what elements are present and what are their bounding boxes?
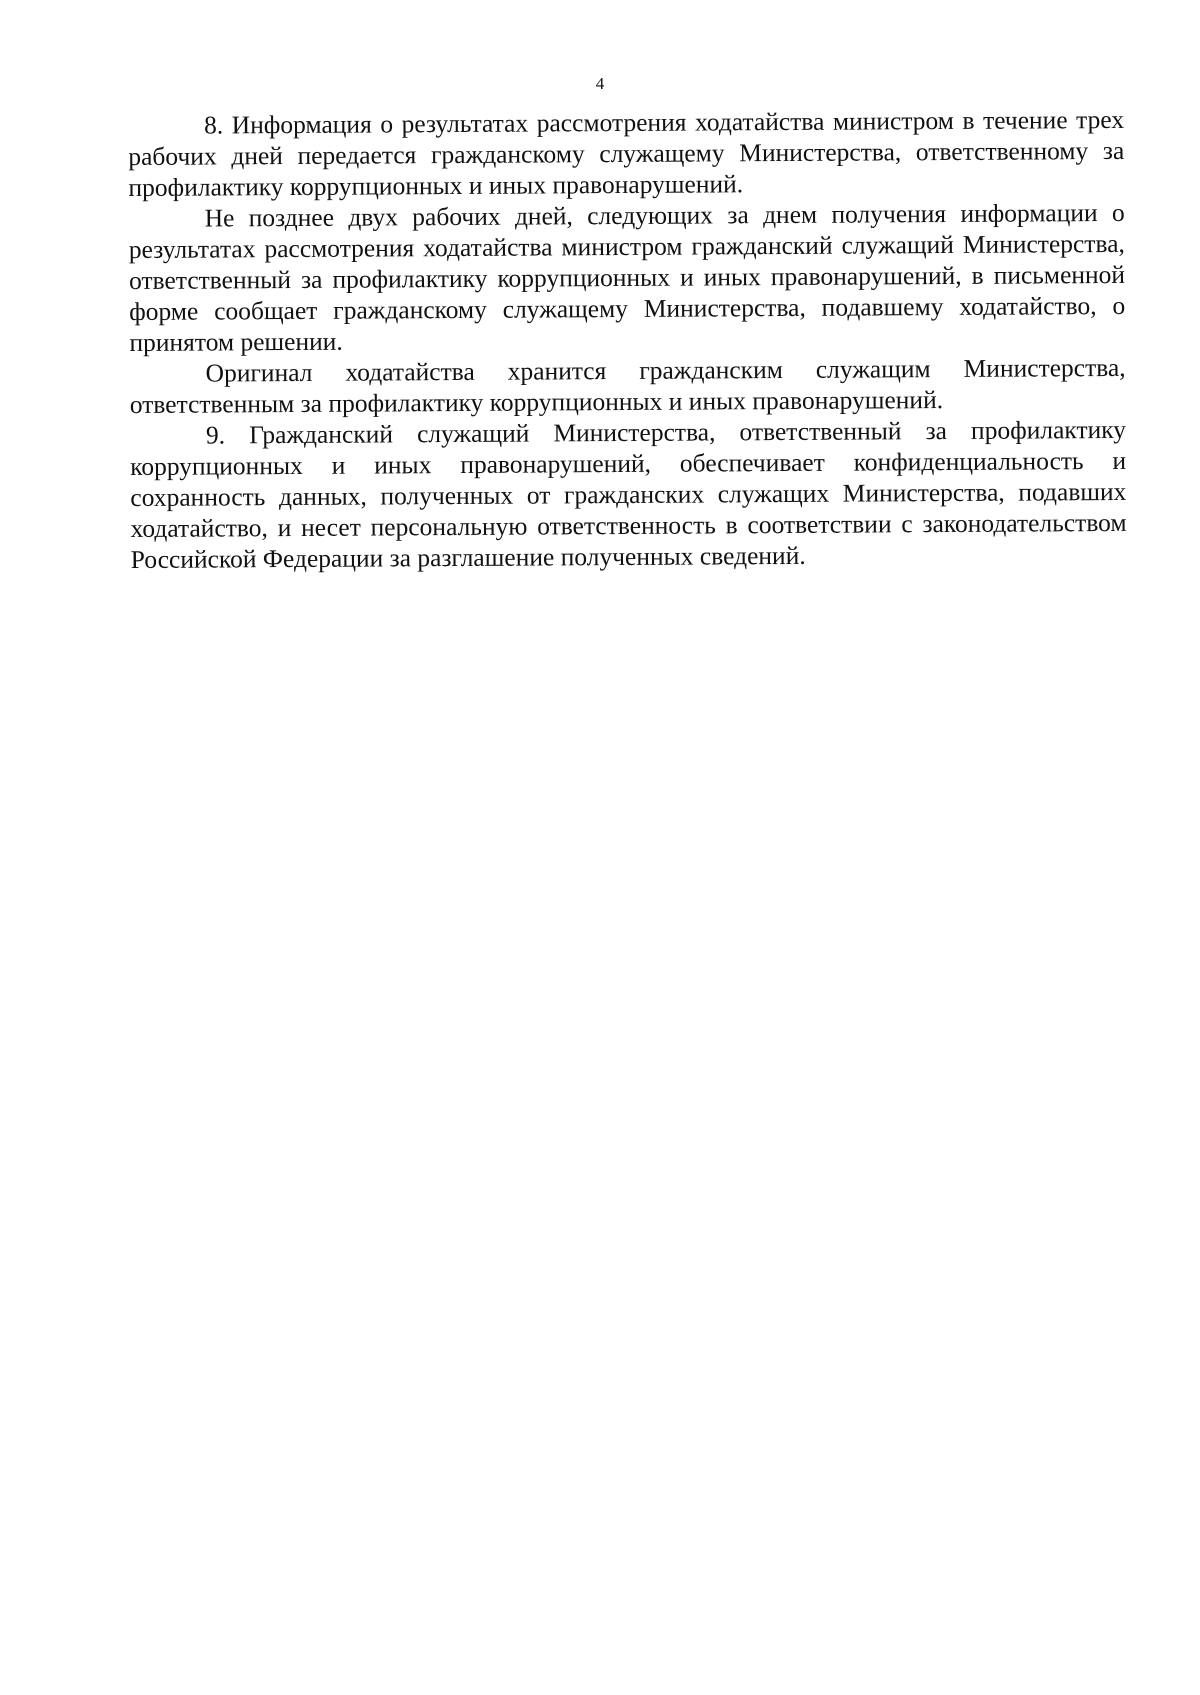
- paragraph-original-storage: Оригинал ходатайства хранится гражданским служащим Министерства, ответственным за профилактику коррупционных и иных правонарушений.: [129, 352, 1126, 419]
- page-number: 4: [595, 74, 605, 93]
- paragraph-8: 8. Информация о результатах рассмотрения ходатайства министром в течение трех рабочих дней передается гражданскому служащему Министерства, ответственному за профилактику коррупционных и иных правонарушений.: [128, 104, 1125, 202]
- document-body: [128, 104, 1127, 575]
- paragraph-9: 9. Гражданский служащий Министерства, ответственный за профилактику коррупционных и иных правонарушений, обеспечивает конфиденциальность и сохранность данных, полученных от гражданских служащих Министерства, подавших ходатайство, и несет персональную ответственность в соответствии с законодательством Российской Федерации за разглашение полученных сведений.: [130, 414, 1127, 574]
- paragraph-notification: Не позднее двух рабочих дней, следующих за днем получения информации о результатах рассмотрения ходатайства министром гражданский служащий Министерства, ответственный за профилактику коррупционных и иных правонарушений, в письменной форме сообщает гражданскому служащему Министерства, подавшему ходатайство, о принятом решении.: [128, 197, 1126, 357]
